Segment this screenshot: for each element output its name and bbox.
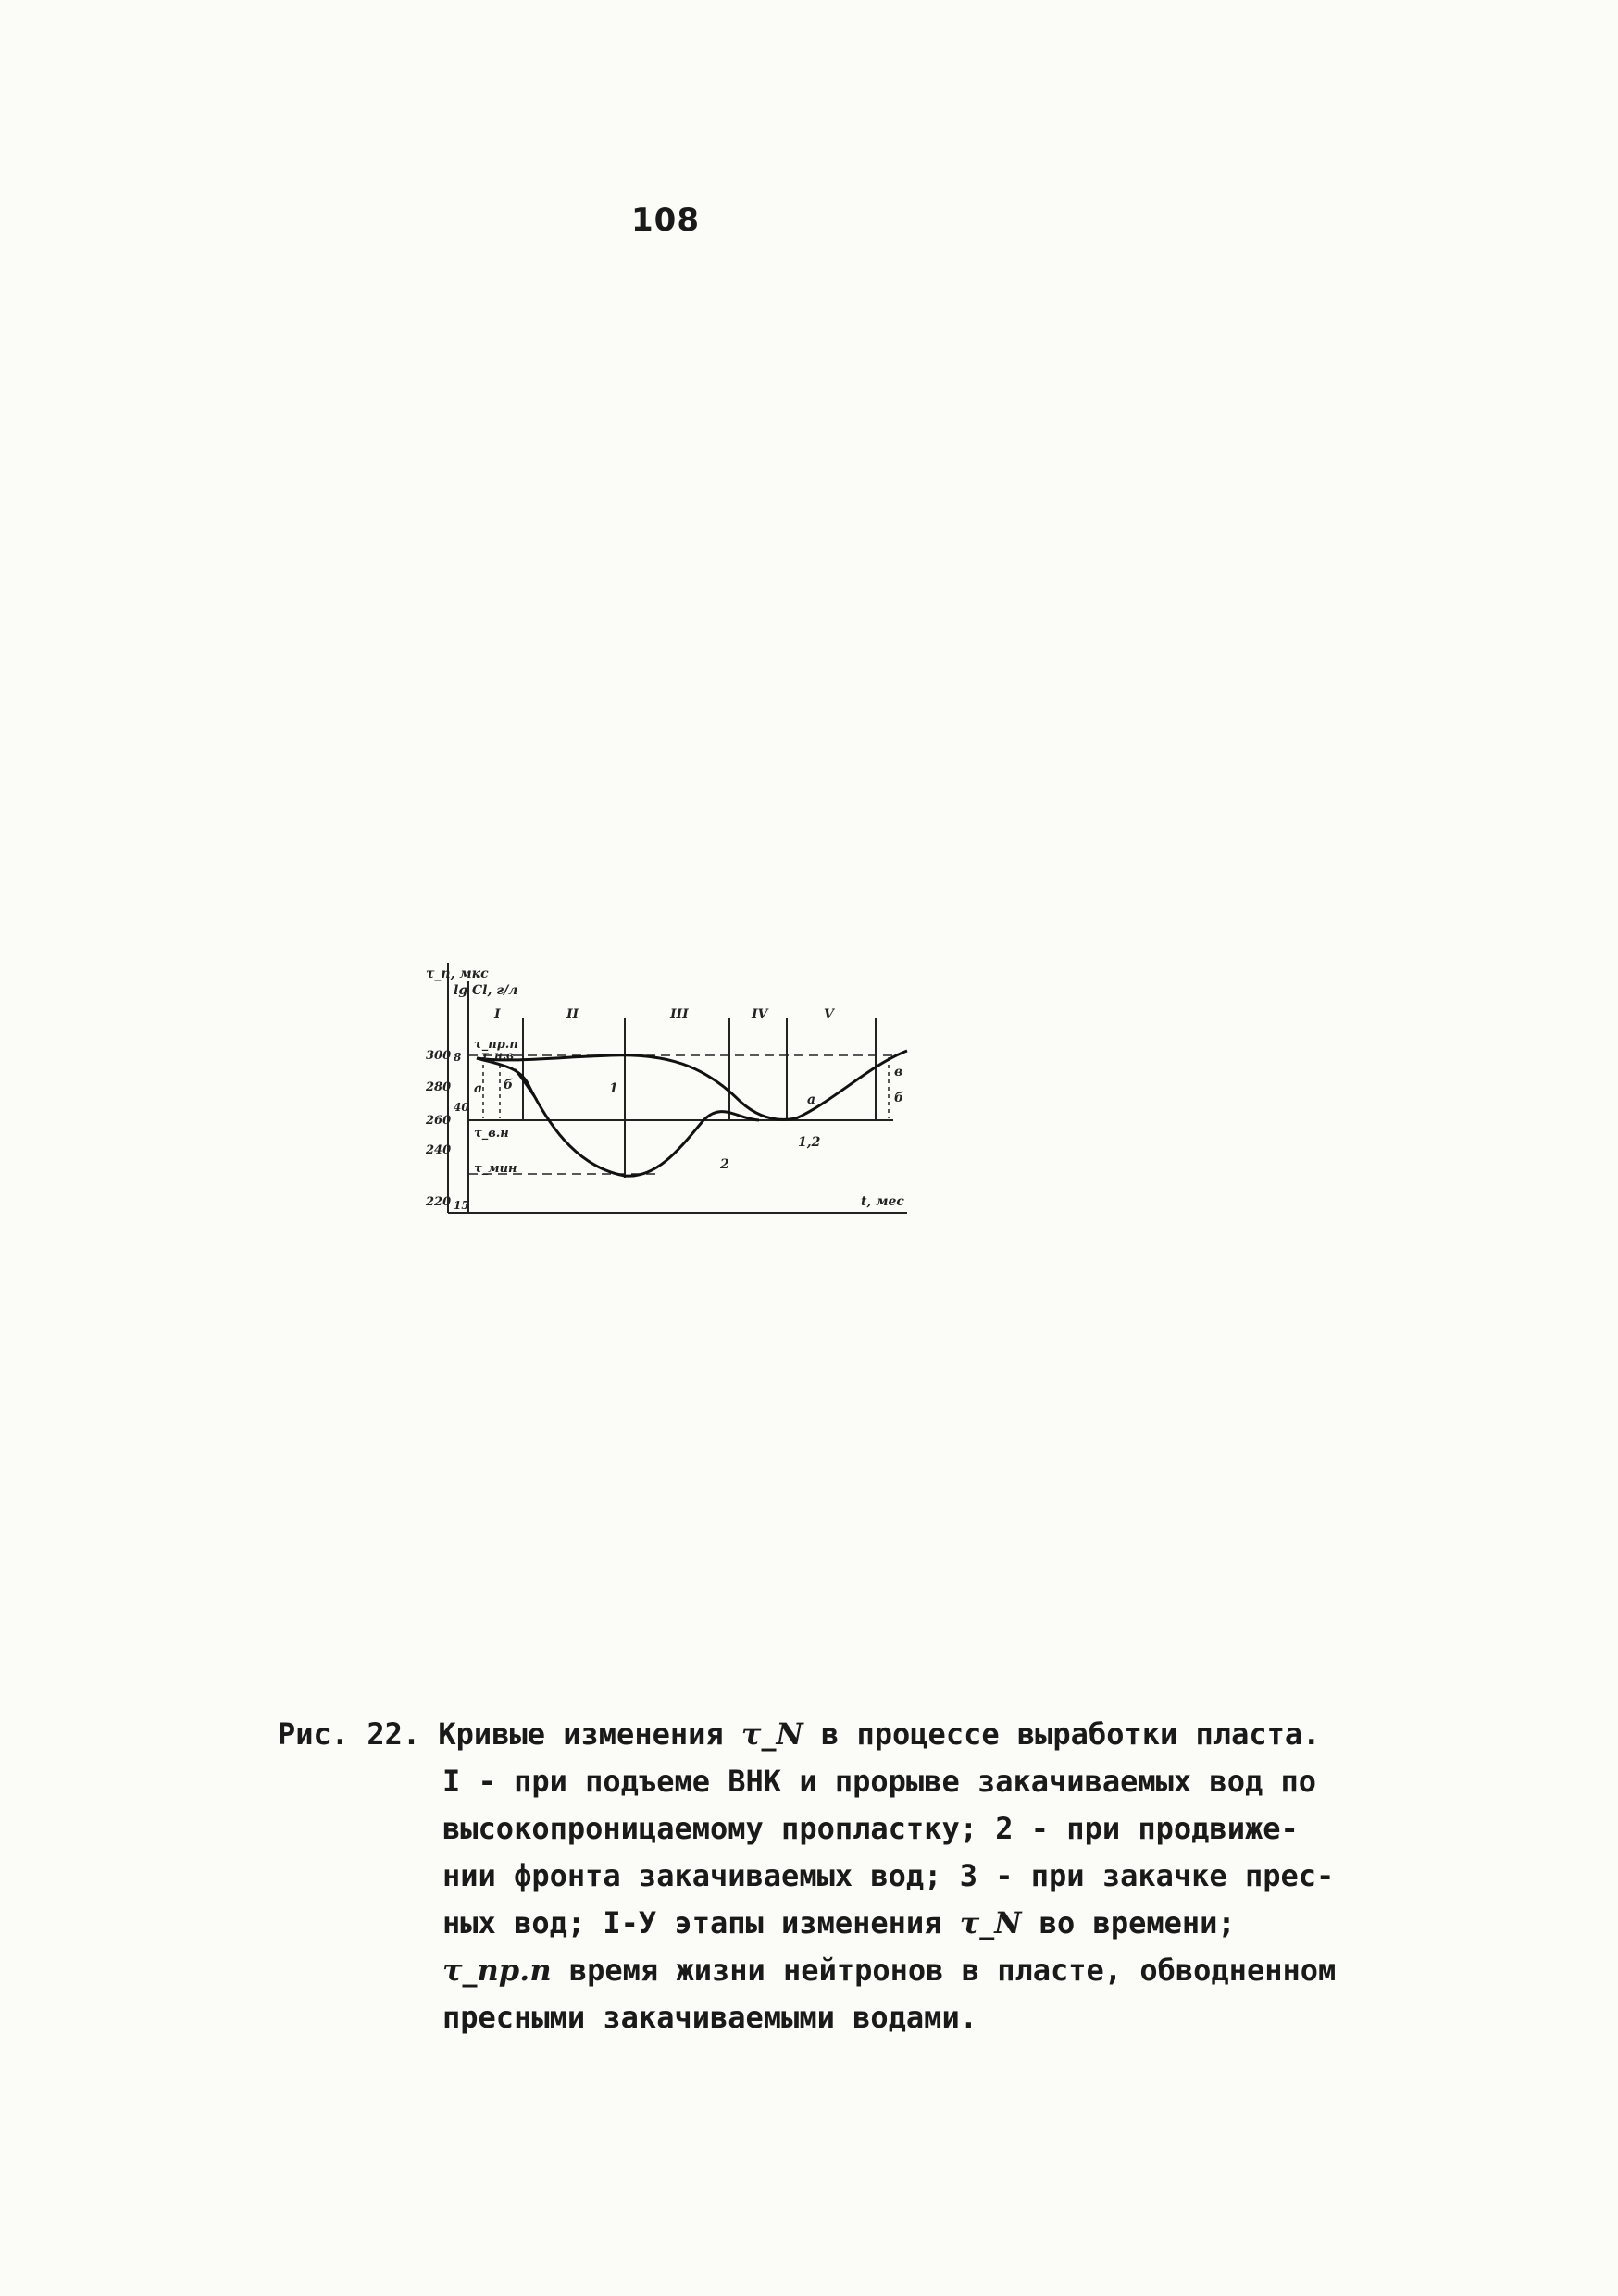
curve-label-1: 1 bbox=[609, 1081, 618, 1096]
caption-line-6-tau: τ_пр.п bbox=[442, 1953, 552, 1988]
tau-tick-220: 220 bbox=[426, 1195, 452, 1209]
caption-line-1-tau: τ_N bbox=[741, 1716, 803, 1752]
tau-axis-label: τ_n, мкс bbox=[426, 967, 489, 981]
time-axis-label: t, мес bbox=[861, 1194, 904, 1209]
stage-label-2: II bbox=[566, 1007, 579, 1022]
caption-line-3: высокопроницаемому пропластку; 2 - при продвиже- bbox=[442, 1811, 1299, 1846]
caption-line-5 bbox=[278, 1900, 1388, 1947]
count-tick-40: 40 bbox=[454, 1101, 469, 1114]
stage-label-3: III bbox=[670, 1007, 689, 1022]
segment-mark-b-right: б bbox=[894, 1091, 904, 1105]
level-tau-np-n: τ_пр.п bbox=[474, 1038, 518, 1052]
caption-line-5-tau: τ_N bbox=[959, 1905, 1022, 1940]
stage-label-5: V bbox=[824, 1007, 834, 1022]
count-tick-15: 15 bbox=[454, 1199, 469, 1212]
tau-tick-240: 240 bbox=[426, 1143, 452, 1157]
level-tau-min: τ_мин bbox=[474, 1162, 517, 1176]
segment-mark-v-right: в bbox=[894, 1065, 903, 1079]
tau-tick-280: 280 bbox=[426, 1080, 452, 1094]
figure-graph bbox=[426, 963, 916, 1231]
caption-line-1-c: в процессе выработки пласта. bbox=[820, 1716, 1321, 1752]
segment-mark-a-right: а bbox=[807, 1092, 816, 1107]
count-tick-8: 8 bbox=[454, 1051, 462, 1064]
caption-line-1-a: Рис. 22. Кривые изменения bbox=[278, 1716, 724, 1752]
curve-figure bbox=[426, 963, 916, 1231]
figure-caption bbox=[278, 1711, 1388, 2041]
caption-line-5-c: во времени; bbox=[1039, 1905, 1236, 1940]
curve-label-2: 2 bbox=[720, 1157, 729, 1172]
caption-line-5-a: ных вод; I-У этапы изменения bbox=[442, 1905, 942, 1940]
segment-mark-b-left: б bbox=[504, 1078, 514, 1092]
level-tau-b-n: τ_в.н bbox=[474, 1127, 509, 1141]
stage-label-1: I bbox=[494, 1007, 501, 1022]
caption-line-4: нии фронта закачиваемых вод; 3 - при закачке прес- bbox=[442, 1858, 1335, 1893]
caption-line-2: I - при подъеме ВНК и прорыве закачиваемых вод по bbox=[442, 1764, 1317, 1799]
segment-mark-a-left: а bbox=[474, 1081, 483, 1096]
curve-1-short-offset bbox=[515, 1069, 537, 1100]
caption-line-6-b: время жизни нейтронов в пласте, обводненном bbox=[568, 1953, 1337, 1988]
level-tau-n-b: τ_н.в bbox=[481, 1049, 514, 1062]
curve-label-12: 1,2 bbox=[798, 1135, 821, 1150]
caption-line-7: пресными закачиваемыми водами. bbox=[442, 2000, 977, 2035]
caption-line-6 bbox=[278, 1947, 1388, 1994]
count-axis-label: lg Cl, г/л bbox=[454, 983, 518, 998]
stage-label-4: IV bbox=[752, 1007, 768, 1022]
page-number: 108 bbox=[631, 202, 700, 239]
caption-line-1 bbox=[278, 1711, 1388, 1758]
tau-tick-260: 260 bbox=[426, 1114, 452, 1128]
tau-tick-300: 300 bbox=[426, 1049, 452, 1063]
